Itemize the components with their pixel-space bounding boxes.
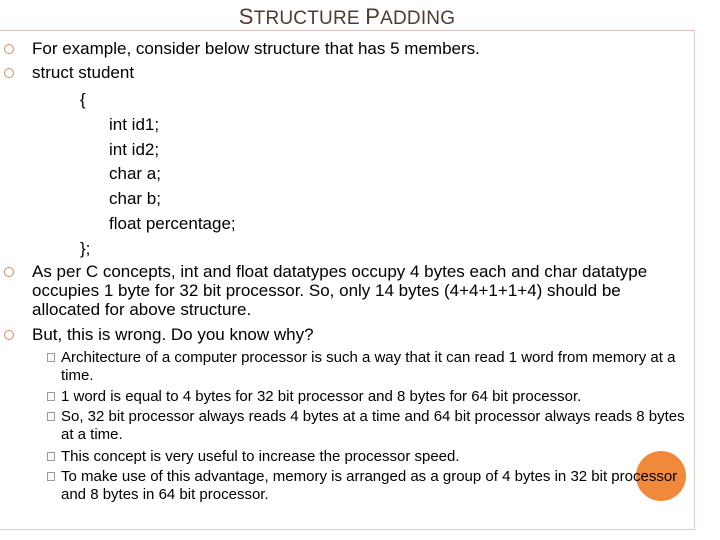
code-line: float percentage; <box>109 214 236 233</box>
bullet-text: But, this is wrong. Do you know why? <box>32 325 314 344</box>
slide-title: STRUCTURE PADDING <box>238 4 456 29</box>
sub-bullet-text: So, 32 bit processor always reads 4 bytes at a time and 64 bit processor always reads 8 bytes at a time. <box>61 408 685 443</box>
bullet-paragraph: As per C concepts, int and float datatypes occupy 4 bytes each and char datatype occupies 1 byte for 32 bit processor. So, only 14 bytes (4+4+1+1+4) should be allocated for above structure. <box>32 262 648 319</box>
title-divider <box>0 30 694 31</box>
code-line: int id1; <box>109 115 160 134</box>
sub-bullet-icon <box>47 452 55 461</box>
bullet-text: struct student <box>32 63 135 82</box>
sub-bullet-icon <box>47 353 55 362</box>
sub-bullet-text: To make use of this advantage, memory is arranged as a group of 4 bytes in 32 bit processor and 8 bytes in 64 bit processor. <box>61 468 678 503</box>
sub-bullet-text: 1 word is equal to 4 bytes for 32 bit processor and 8 bytes for 64 bit processor. <box>61 388 582 405</box>
sub-bullet-icon <box>47 472 55 481</box>
bullet-ring-icon <box>4 68 14 78</box>
sub-bullet-icon <box>47 392 55 401</box>
bullet-ring-icon <box>4 44 14 54</box>
sub-bullet-text: This concept is very useful to increase the processor speed. <box>61 448 460 465</box>
sub-bullet-icon <box>47 412 55 421</box>
sub-bullet-text: Architecture of a computer processor is such a way that it can read 1 word from memory at a time. <box>61 349 676 384</box>
code-close-brace: }; <box>80 239 91 258</box>
code-open-brace: { <box>80 90 86 109</box>
code-line: char b; <box>109 189 161 208</box>
code-line: int id2; <box>109 140 160 159</box>
slide-frame-bottom <box>0 529 694 530</box>
bullet-ring-icon <box>4 267 14 277</box>
bullet-ring-icon <box>4 330 14 340</box>
code-line: char a; <box>109 164 161 183</box>
bullet-text: For example, consider below structure that has 5 members. <box>32 39 480 58</box>
